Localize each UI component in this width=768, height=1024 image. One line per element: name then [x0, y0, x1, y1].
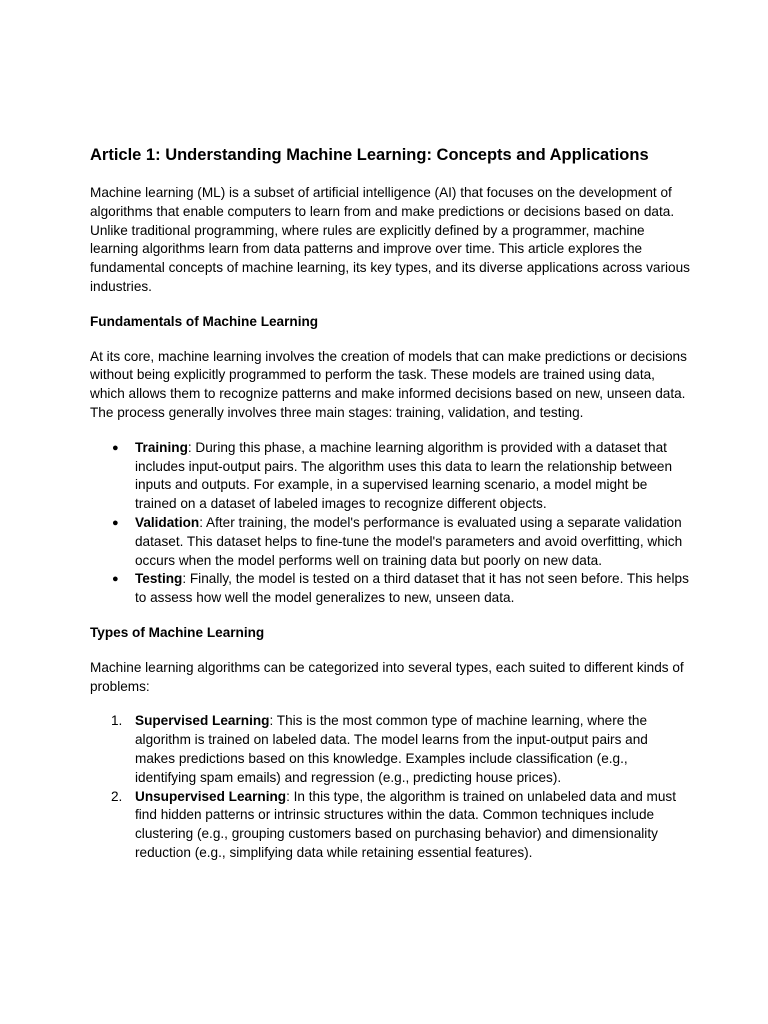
- list-item-training: [90, 439, 690, 514]
- list-item-testing: [90, 570, 690, 608]
- term-supervised: Supervised Learning: [135, 713, 270, 729]
- term-unsupervised: Unsupervised Learning: [135, 788, 287, 804]
- fundamentals-paragraph: At its core, machine learning involves the creation of models that can make predictions or decisions without being explicitly programmed to perform the task. These models are trained using data, which allows them to recognize patterns and make informed decisions based on new, unseen data. The process generally involves three main stages: training, validation, and testing.: [90, 348, 687, 420]
- types-heading: Types of Machine Learning: [90, 624, 265, 640]
- list-item-supervised: [90, 712, 690, 787]
- bullet-icon: ●: [112, 573, 119, 586]
- list-number: 1.: [111, 713, 123, 729]
- stages-list: [90, 439, 690, 608]
- bullet-icon: ●: [112, 516, 119, 529]
- description-testing: : Finally, the model is tested on a third dataset that it has not seen before. This helps to assess how well the model generalizes to new, unseen data.: [135, 571, 689, 606]
- list-number: 2.: [111, 788, 123, 804]
- description-supervised: : This is the most common type of machine learning, where the algorithm is trained on labeled data. The model learns from the input-output pairs and makes predictions based on this knowledge. Examples include classification (e.g., identifying spam emails) and regression (e.g., predicting house prices).: [135, 713, 648, 785]
- description-unsupervised: : In this type, the algorithm is trained on unlabeled data and must find hidden patterns or intrinsic structures within the data. Common techniques include clustering (e.g., grouping customers based on purchasing behavior) and dimensionality reduction (e.g., simplifying data while retaining essential features).: [135, 788, 677, 860]
- types-list: [90, 712, 690, 862]
- term-testing: Testing: [135, 571, 183, 587]
- types-paragraph: Machine learning algorithms can be categorized into several types, each suited to different kinds of problems:: [90, 659, 684, 694]
- description-training: : During this phase, a machine learning algorithm is provided with a dataset that includes input-output pairs. The algorithm uses this data to learn the relationship between inputs and outputs. For example, in a supervised learning scenario, a model might be trained on a dataset of labeled images to recognize different objects.: [135, 439, 673, 512]
- list-item-unsupervised: [90, 788, 690, 863]
- intro-paragraph: Machine learning (ML) is a subset of artificial intelligence (AI) that focuses on the development of algorithms that enable computers to learn from and make predictions or decisions based on data. Unlike traditional programming, where rules are explicitly defined by a programmer, machine learning algorithms learn from data patterns and improve over time. This article explores the fundamental concepts of machine learning, its key types, and its diverse applications across various industries.: [90, 185, 690, 294]
- description-validation: : After training, the model's performance is evaluated using a separate validation dataset. This dataset helps to fine-tune the model's parameters and avoid overfitting, which occurs when the model performs well on training data but poorly on new data.: [135, 514, 683, 568]
- bullet-icon: ●: [112, 441, 119, 454]
- list-item-validation: [90, 514, 690, 570]
- article-title: Article 1: Understanding Machine Learning: Concepts and Applications: [90, 146, 649, 164]
- fundamentals-heading: Fundamentals of Machine Learning: [90, 313, 319, 329]
- term-training: Training: [135, 439, 188, 455]
- article-body: [90, 142, 690, 879]
- term-validation: Validation: [135, 514, 200, 530]
